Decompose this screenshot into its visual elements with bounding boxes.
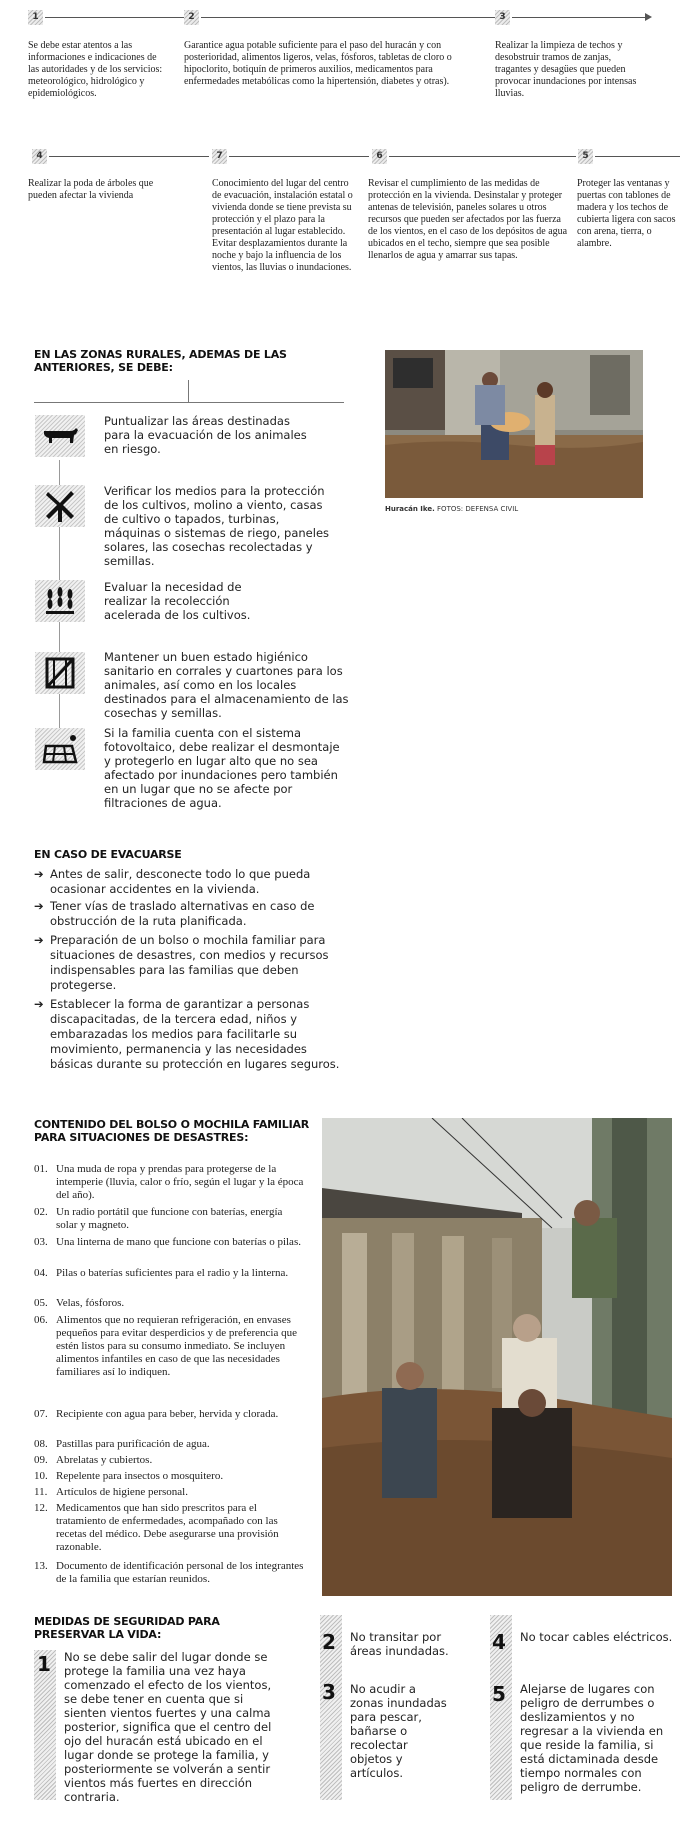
safety-number-3: 3 <box>322 1680 336 1704</box>
safety-number-1: 1 <box>37 1652 51 1676</box>
step-connector <box>595 156 680 157</box>
step-badge-7: 7 <box>212 149 227 164</box>
cow-icon <box>35 415 85 457</box>
bag-item-13: 13. Documento de identificación personal de los integrantes de la familia que estarían reunidos. <box>34 1560 304 1585</box>
step-badge-6: 6 <box>372 149 387 164</box>
caption-title: Huracán Ike. <box>385 505 435 513</box>
rural-item-1: Puntualizar las áreas destinadas para la evacuación de los animales en riesgo. <box>104 414 307 456</box>
evacuation-item <box>34 867 344 897</box>
step-text-6: Revisar el cumplimiento de las medidas de protección en la vivienda. Desinstalar y proteger antenas de televisión, paneles solares u otros recursos que pueden ser afectados por las fuerza de los vientos, en el caso de los depósitos de agua ubicados en el techo, siempre que sea posible llenarlos de agua y amarrar sus tapas. <box>368 178 568 261</box>
rural-title-rule <box>34 402 344 403</box>
arrow-right-icon <box>645 13 652 21</box>
safety-section-title: MEDIDAS DE SEGURIDAD PARA PRESERVAR LA VIDA: <box>34 1615 220 1641</box>
step-badge-2: 2 <box>184 10 199 25</box>
photo-caption <box>385 505 518 513</box>
bag-item-8: 08. Pastillas para purificación de agua. <box>34 1438 210 1450</box>
arrow-right-icon: ➔ <box>34 899 44 913</box>
safety-number-4: 4 <box>492 1630 506 1654</box>
rural-item-3: Evaluar la necesidad de realizar la recolección acelerada de los cultivos. <box>104 580 251 622</box>
evacuation-item-text: Preparación de un bolso o mochila familiar para situaciones de desastres, con medios y recursos indispensables para las familias que deben protegerse. <box>50 933 329 992</box>
arrow-right-icon: ➔ <box>34 997 44 1011</box>
bag-item-5: 05. Velas, fósforos. <box>34 1297 125 1309</box>
rural-item-4: Mantener un buen estado higiénico sanitario en corrales y cuartones para los animales, así como en los locales destinados para el almacenamiento de las cosechas y semillas. <box>104 650 349 720</box>
crate-icon <box>35 652 85 694</box>
bag-item-12: 12. Medicamentos que han sido prescritos para el tratamiento de enfermedades, acompañado con las recetas del médico. Debe asegurarse una provisión razonable. <box>34 1502 279 1553</box>
bag-item-11: 11. Artículos de higiene personal. <box>34 1486 188 1498</box>
safety-item-3: No acudir a zonas inundadas para pescar, bañarse o recolectar objetos y artículos. <box>350 1682 447 1780</box>
evacuation-item-text: Establecer la forma de garantizar a personas discapacitadas, de la tercera edad, niños y embarazadas los medios para facilitarle su movimiento, permanencia y las necesidades básicas durante su protección en lugares seguros. <box>50 997 340 1071</box>
evacuation-item-text: Antes de salir, desconecte todo lo que pueda ocasionar accidentes en la vivienda. <box>50 867 311 896</box>
bag-item-9: 09. Abrelatas y cubiertos. <box>34 1454 153 1466</box>
step-badge-1: 1 <box>28 10 43 25</box>
bag-item-2: 02. Un radio portátil que funcione con baterías, energía solar y magneto. <box>34 1206 283 1231</box>
step-badge-3: 3 <box>495 10 510 25</box>
arrow-right-icon: ➔ <box>34 933 44 947</box>
step-text-7: Conocimiento del lugar del centro de evacuación, instalación estatal o vivienda donde se tiene prevista su protección y el plazo para la presentación al lugar establecido. Evitar desplazamientos durante la noche y bajo la influencia de los vientos, las lluvias o inundaciones. <box>212 178 353 273</box>
step-text-4: Realizar la poda de árboles que pueden afectar la vivienda <box>28 178 154 201</box>
flood-rescue-photo <box>322 1118 672 1596</box>
solar-panel-icon <box>35 728 85 770</box>
hurricane-ike-photo <box>385 350 643 498</box>
evacuation-section-title: EN CASO DE EVACUARSE <box>34 848 182 861</box>
bag-item-3: 03. Una linterna de mano que funcione con baterías o pilas. <box>34 1236 301 1248</box>
bag-item-10: 10. Repelente para insectos o mosquitero. <box>34 1470 224 1482</box>
evacuation-item <box>34 997 344 1072</box>
rural-item-5: Si la familia cuenta con el sistema fotovoltaico, debe realizar el desmontaje y protegerlo en lugar alto que no sea afectado por inundaciones pero también en un lugar que no se afecte por filtraciones de agua. <box>104 726 340 810</box>
evacuation-item <box>34 933 344 993</box>
step-connector <box>389 156 576 157</box>
step-connector <box>49 156 209 157</box>
step-text-2: Garantice agua potable suficiente para el paso del huracán y con posterioridad, alimentos ligeros, velas, fósforos, tabletas de cloro o hipoclorito, botiquín de primeros auxilios, medicamentos para enfermedades metabólicas como la hipertensión, diabetes y otras). <box>184 40 452 87</box>
windmill-icon <box>35 485 85 527</box>
rural-section-title: EN LAS ZONAS RURALES, ADEMAS DE LAS ANTERIORES, SE DEBE: <box>34 348 287 374</box>
step-connector <box>201 17 495 18</box>
bag-section-title: CONTENIDO DEL BOLSO O MOCHILA FAMILIAR PARA SITUACIONES DE DESASTRES: <box>34 1118 310 1144</box>
bag-item-4: 04. Pilas o baterías suficientes para el radio y la linterna. <box>34 1267 289 1279</box>
safety-item-5: Alejarse de lugares con peligro de derrumbes o deslizamientos y no regresar a la vivienda en que reside la familia, si está dictaminada desde tiempo normales con peligro de derrumbe. <box>520 1682 664 1794</box>
safety-item-4: No tocar cables eléctricos. <box>520 1630 673 1644</box>
safety-number-5: 5 <box>492 1682 506 1706</box>
step-text-5: Proteger las ventanas y puertas con tablones de madera y los techos de cubierta ligera con sacos con arena, tierra, o alambre. <box>577 178 676 249</box>
step-badge-4: 4 <box>32 149 47 164</box>
caption-credit: FOTOS: DEFENSA CIVIL <box>437 505 519 513</box>
evacuation-item <box>34 899 344 929</box>
evacuation-item-text: Tener vías de traslado alternativas en caso de obstrucción de la ruta planificada. <box>50 899 315 928</box>
rural-title-tick <box>188 380 189 402</box>
wheat-icon <box>35 580 85 622</box>
step-badge-5: 5 <box>578 149 593 164</box>
step-text-3: Realizar la limpieza de techos y desobstruir tramos de zanjas, tragantes y desagües que pueden provocar inundaciones por intensas lluvias. <box>495 40 637 99</box>
bag-item-6: 06. Alimentos que no requieran refrigeración, en envases pequeños para evitar desperdicios y de preferencia que estén listos para su consumo inmediato. Se incluyen alimentos infantiles en caso de que las necesidades familiares así lo indiquen. <box>34 1314 297 1378</box>
safety-item-1: No se debe salir del lugar donde se protege la familia una vez haya comenzado el efecto de los vientos, se debe tener en cuenta que si sienten vientos fuertes y una calma posterior, significa que el centro del ojo del huracán está ubicado en el lugar donde se protege la familia, y posteriormente se volverán a sentir vientos más fuertes en dirección contraria. <box>64 1650 272 1804</box>
safety-number-2: 2 <box>322 1630 336 1654</box>
bag-item-1: 01. Una muda de ropa y prendas para protegerse de la intemperie (lluvia, calor o frío, según el lugar y la época del año). <box>34 1163 304 1201</box>
step-connector <box>45 17 185 18</box>
safety-item-2: No transitar por áreas inundadas. <box>350 1630 449 1658</box>
rural-item-2: Verificar los medios para la protección de los cultivos, molino a viento, casas de cultivo o tapados, turbinas, máquinas o sistemas de riego, paneles solares, las cosechas recolectadas y semillas. <box>104 484 330 568</box>
arrow-right-icon: ➔ <box>34 867 44 881</box>
step-connector <box>512 17 646 18</box>
bag-item-7: 07. Recipiente con agua para beber, hervida y clorada. <box>34 1408 279 1420</box>
step-text-1: Se debe estar atentos a las informaciones e indicaciones de las autoridades y de los servicios: meteorológico, hidrológico y epidemiológicos. <box>28 40 163 99</box>
step-connector <box>229 156 369 157</box>
